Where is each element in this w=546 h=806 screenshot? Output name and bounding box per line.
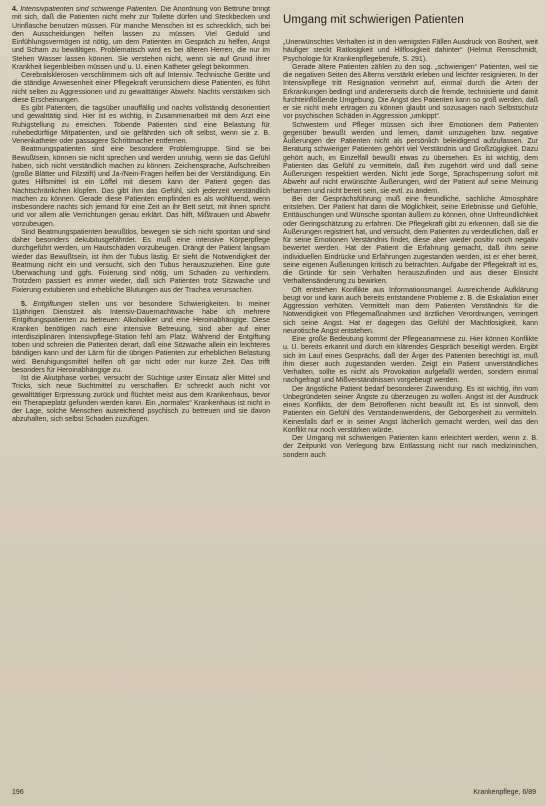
section-5-number: 5. bbox=[21, 300, 27, 308]
right-column bbox=[283, 6, 538, 786]
left-paragraph-7: Ist die Akutphase vorbei, versucht der Süchtige unter Einsatz aller Mittel und Tricks, sich neue Suchtmittel zu verschaffen. Er schreckt auch nicht vor gewalttätiger Erpressung zurück und flüchtet meist aus dem Krankenhaus, bevor ein Therapieplatz gefunden werden kann. Ein „normales“ Krankenhaus ist nicht in der Lage, solche Menschen ausreichend psychisch zu betreuen und sie davon abzuhalten, sich selbst Schaden zuzufügen. bbox=[12, 375, 270, 424]
section-4-text: Die Anordnung von Bettruhe bringt mit sich, daß die Patienten nicht mehr zur Toilette dürfen und Steckbecken und Urinflasche benutzen müssen. Für manche Menschen ist es schrecklich, sich bei den Ausscheidungen helfen lassen zu müssen. Viel Geduld und Einfühlungsvermögen ist nötig, um dem Patienten im Gespräch zu helfen, Angst und Scham zu bewältigen. Problematisch wird es bei älteren Herren, die nur im Stehen Wasser lassen können. Sie verstehen nicht, wenn sie auf Grund ihrer Krankheit liegenbleiben müssen und u. U. einen Katheter gelegt bekommen. bbox=[12, 6, 270, 71]
left-paragraph-3: Es gibt Patienten, die tagsüber unauffällig und nachts vollständig desorientiert und gewalttätig sind. Hier ist es wichtig, in Zusammenarbeit mit dem Arzt eine Ruhigstellung zu erreichen. Tobende Patienten sind eine Belastung für ruhebedürftige Mitpatienten, und sie gefährden sich oft selbst, wenn sie z. B. Venenkatheter oder passagere Schrittmacher entfernen. bbox=[12, 105, 270, 145]
right-paragraph-8: Der Umgang mit schwierigen Patienten kann erleichtert werden, wenn z. B. der Zeitpunkt von Verlegung bzw. Entlassung nicht nur nach medizinischen, sondern auch bbox=[283, 435, 538, 459]
section-5-text: stellen uns vor besondere Schwierigkeiten. In meiner 11jährigen Dienstzeit als Intensiv-Dauernachtwache habe ich mehrere Entgiftungspatienten zu betreuen: Alkoholiker und eine Heroinabhängige. Diese Kranken benötigen nach eine intensive Betreuung, sind aber auf einer interdisziplinären Intensivpflege-Station fehl am Platz. Während der Entgiftung toben und schreien die Patienten derart, daß eine Sitzwache allein ein leichteres bändigen kann und der Lärm für die übrigen Patienten zur erheblichen Belastung wird. Beruhigungsmittel helfen oft gar nicht oder nur kurze Zeit. Das trifft besonders für Heroinabhängige zu. bbox=[12, 300, 270, 374]
section-4-lead: Intensivpatienten sind schwierige Patienten. bbox=[20, 6, 159, 13]
left-paragraph-2: Cerebralsklerosen verschlimmern sich oft auf Intensiv. Technische Geräte und die ständige Anwesenheit einer Pflegekraft verunsichern diese Patienten, es führt nicht selten zu Aggressionen und zu gewalttätiger Abwehr. Nachts verstärken sich diese Erscheinungen. bbox=[12, 72, 270, 104]
right-paragraph-1: „Unerwünschtes Verhalten ist in den wenigsten Fällen Ausdruck von Bosheit, weit häufiger steckt Ratlosigkeit und Hilflosigkeit dahinter“ (Helmut Remschmidt, Psychologie für Krankenpflegeberufe, S. 291). bbox=[283, 39, 538, 63]
right-paragraph-4: Bei der Gesprächsführung muß eine freundliche, sachliche Atmosphäre entstehen. Der Patient hat dann die Möglichkeit, seine Erlebnisse und Gefühle, Enttäuschungen und Wünsche spontan äußern zu können, ohne Unfreundlichkeit oder Geringschätzung zu erfahren. Die Pflegekraft gibt zu erkennen, daß sie die Äußerungen registriert hat, und versucht, dem Patienten zu verdeutlichen, daß er für seine Emotionen Verständnis findet, diese aber wieder positiv noch negativ bewertet werden. Hat der Patient die Erfahrung gemacht, daß ihm seine individuellen Eindrücke und Erfahrungen zugestanden werden, ist er eher bereit, seine eigenen Äußerungen kritisch zu betrachten. Aufgabe der Pflegekraft ist es, die Gründe für sein Verhalten herauszufinden und aus dieser Einsicht Verhaltensänderung zu bewirken. bbox=[283, 195, 538, 286]
left-column bbox=[12, 6, 270, 786]
right-paragraph-3: Schwestern und Pfleger müssen sich ihrer Emotionen dem Patienten gegenüber bewußt werden und lernen, damit umzugehen bzw. negative Äußerungen der Patienten nicht als persönlich beleidigend aufzufassen. Zur Beratung schwieriger Patienten gehört viel Verständnis und Großzügigkeit. Dazu gehört auch, im Einzelfall bewußt etwas zu übersehen. Es ist wichtig, dem Patienten das Gefühl zu vermitteln, daß ihm zugehört wird und daß seine Äußerungen respektiert werden. Nicht jede Sorge, Sprachsperrung sofort mit Abwehr auf nicht erwünschte Äußerungen, wird der Patient auf seine Meinung beharren und nicht bereit sein, sie evtl. zu ändern. bbox=[283, 121, 538, 195]
right-paragraph-6: Eine große Bedeutung kommt der Pflegeanamnese zu. Hier können Konflikte u. U. bereits erkannt und durch ein klärendes Gespräch beseitigt werden. Ergibt sich im Lauf eines Gesprächs, daß der Ärger des Patienten berechtigt ist, muß ihm dieser auch zugestanden werden. Zeigt ein Patient unverständliches Verhalten, sollte es nicht als Provokation aufgefaßt werden, sondern einmal nachgefragt und Mißverständnissen vorgebeugt werden. bbox=[283, 336, 538, 385]
section-5-paragraph bbox=[12, 301, 270, 375]
right-paragraph-2: Gerade ältere Patienten zählen zu den sog. „schwierigen“ Patienten, weil sie die negativen Seiten des Alterns verstärkt erleben und leichter resignieren. In der Intensivpflege tritt Resignation vermehrt auf, einmal durch die Arten der Erkrankungen bedingt und andererseits durch die fremde, technisierte und damit furchteinflößende Umgebung. Die Angst des Patienten kann so groß werden, daß er sie nicht mehr ertragen zu können glaubt und sozusagen nach Selbstschutz vor psychischen Schäden in Aggression „umkippt“. bbox=[283, 63, 538, 121]
left-paragraph-5: Sind Beatmungspatienten bewußtlos, bewegen sie sich nicht spontan und sind daher besonders dekubitusgefährdet. Es muß eine intensive Körperpflege durchgeführt werden, um Hautschäden vorzubeugen. Drängt der Patient langsam wieder das Bewußtsein, ist ihm der Tubus lästig. Er sieht die Notwendigkeit der Beatmung nicht ein und versucht, sich den Tubus herauszuziehen. Eine gute Überwachung und ggfs. Fixierung sind nötig, um Schaden zu verhindern. Trotzdem passiert es immer wieder, daß sich Patienten trotz Sitzwache und Fixierung extubieren und erhebliche Blutungen aus der Trachea verursachen. bbox=[12, 228, 270, 294]
left-paragraph-4: Beatmungspatienten sind eine besondere Problemgruppe. Sind sie bei Bewußtsein, können sie nicht sprechen und werden unruhig, wenn sie das Gefühl haben, sich nicht verständlich machen zu können. Zeichensprache, Aufschreiben (große Blätter und Filzstift) und Ja-/Nein-Fragen helfen bei der Verständigung. Ein gutes Hilfsmittel ist ein Löffel mit diesem kann der Patient gegen das Nachtschränkchen klopfen. Das gibt ihm das Gefühl, sich jederzeit verständlich machen zu können. Gerade diese Patienten empfinden es als wohltuend, wenn insbesondere nachts sich jemand für eine Zeit an ihr Bett setzt, mit ihnen spricht und vor allem alle Verrichtungen genau erklärt. Das hilft, Mißtrauen und Abwehr vorzubeugen. bbox=[12, 146, 270, 228]
section-heading: Umgang mit schwierigen Patienten bbox=[283, 14, 464, 26]
section-5-lead: Entgiftungen bbox=[33, 300, 73, 308]
right-paragraph-5: Oft entstehen Konflikte aus Informationsmangel. Ausreichende Aufklärung beugt vor und kann auch bereits entstandene Probleme z. B. die Eskalation einer Aggression verhüten. Vermittelt man dem Patienten Verständnis für die Notwendigkeit von Pflegemaßnahmen und ärztlichen Verordnungen, verringert sich seine Angst. Hat er dagegen das Gefühl der Machtlosigkeit, kann neurotische Angst entstehen. bbox=[283, 286, 538, 335]
journal-citation: Krankenpflege, 6/89 bbox=[473, 789, 536, 796]
right-paragraph-7: Der ängstliche Patient bedarf besonderer Zuwendung. Es ist wichtig, ihn vom Unbegründeten seiner Ängste zu überzeugen zu wollen. Angst ist der Ausdruck eines Konflikts, der dem Betroffenen nicht bewußt ist. Es ist sinnvoll, dem Patienten ein Gefühl des Verstandenwerdens, der Geborgenheit zu vermitteln. Keinesfalls darf er in seiner Angst lächerlich gemacht werden, weil das den Konflikt nur noch verstärken würde. bbox=[283, 385, 538, 434]
section-4-number: 4. bbox=[12, 6, 18, 13]
page-number: 196 bbox=[12, 789, 24, 796]
section-4-paragraph bbox=[12, 6, 270, 72]
